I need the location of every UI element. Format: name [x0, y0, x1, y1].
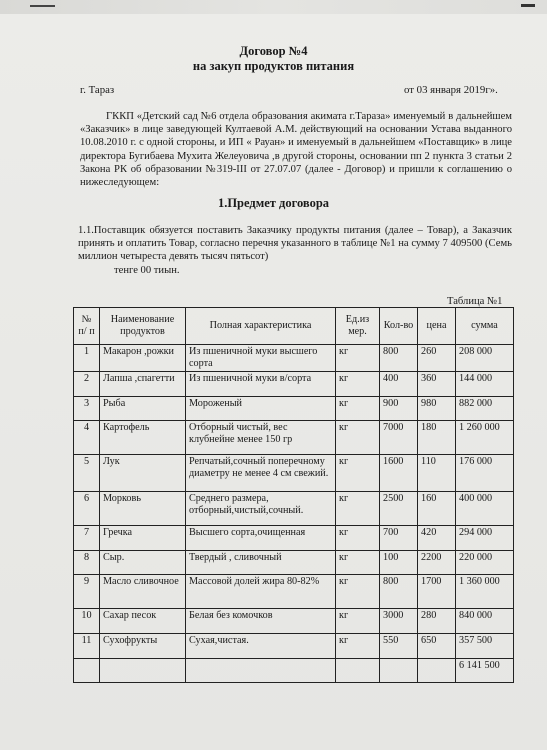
- cell-desc: Среднего размера, отборный,чистый,сочный.: [186, 492, 336, 526]
- header-price: цена: [418, 308, 456, 345]
- clause-1-1: [78, 224, 512, 277]
- intro-paragraph: ГККП «Детский сад №6 отдела образования акимата г.Тараза» именуемый в дальнейшем «Заказчик» в лице заведующей Култаевой А.М. действующий на основании Устава выданного 10.08.2010 г. с одной стороны, и ИП « Рауан» и именуемый в дальнейшем «Поставщик» в лице директора Бугибаева Мухита Желеуовича ,в другой стороны, основании пп 2 пункта 3 статьи 2 Закона РК об образовании №319-III от 27.07.07 (далее - Договор) и пришли к соглашению о нижеследующем:: [80, 111, 512, 189]
- cell-sum: 294 000: [456, 526, 514, 551]
- cell-empty: [336, 658, 380, 683]
- cell-name: Макарон ,рожки: [100, 345, 186, 372]
- cell-unit: кг: [336, 345, 380, 372]
- cell-name: Картофель: [100, 421, 186, 455]
- cell-empty: [418, 658, 456, 683]
- cell-unit: кг: [336, 492, 380, 526]
- cell-unit: кг: [336, 609, 380, 634]
- table-row: [74, 575, 514, 609]
- cell-price: 280: [418, 609, 456, 634]
- scan-mark: [521, 4, 535, 7]
- cell-desc: Высшего сорта,очищенная: [186, 526, 336, 551]
- cell-no: 3: [74, 396, 100, 421]
- table-label: Таблица №1: [447, 296, 503, 307]
- cell-qty: 400: [380, 372, 418, 397]
- cell-desc: Из пшеничной муки в/сорта: [186, 372, 336, 397]
- cell-unit: кг: [336, 526, 380, 551]
- cell-desc: Белая без комочков: [186, 609, 336, 634]
- contract-title: Договор №4: [239, 44, 308, 58]
- cell-empty: [380, 658, 418, 683]
- cell-price: 110: [418, 455, 456, 492]
- header-unit: Ед.из мер.: [336, 308, 380, 345]
- header-name: Наименование продуктов: [100, 308, 186, 345]
- cell-sum: 144 000: [456, 372, 514, 397]
- cell-price: 260: [418, 345, 456, 372]
- table-row: [74, 609, 514, 634]
- cell-qty: 800: [380, 345, 418, 372]
- cell-price: 360: [418, 372, 456, 397]
- cell-name: Масло сливочное: [100, 575, 186, 609]
- cell-no: 1: [74, 345, 100, 372]
- cell-qty: 1600: [380, 455, 418, 492]
- cell-no: 11: [74, 633, 100, 658]
- header-qty: Кол-во: [380, 308, 418, 345]
- cell-qty: 700: [380, 526, 418, 551]
- scan-mark: [30, 5, 55, 7]
- cell-desc: Мороженый: [186, 396, 336, 421]
- scan-top-edge: [0, 0, 547, 14]
- contract-date: от 03 января 2019г».: [404, 84, 498, 96]
- cell-no: 8: [74, 550, 100, 575]
- cell-name: Морковь: [100, 492, 186, 526]
- cell-price: 420: [418, 526, 456, 551]
- header-no: № п/ п: [74, 308, 100, 345]
- table-row: [74, 372, 514, 397]
- cell-qty: 900: [380, 396, 418, 421]
- section-title: 1.Предмет договора: [217, 196, 330, 210]
- cell-desc: Репчатый,сочный поперечному диаметру не менее 4 см свежий.: [186, 455, 336, 492]
- table-row: [74, 455, 514, 492]
- clause-1-1-text: 1.1.Поставщик обязуется поставить Заказчику продукты питания (далее – Товар), а Заказчик принять и оплатить Товар, согласно перечня указанного в таблице №1 на сумму 7 409500 (Семь миллион четыреста девять тысяч пятьсот): [78, 225, 512, 263]
- contract-subtitle: на закуп продуктов питания: [192, 59, 355, 73]
- table-row: [74, 345, 514, 372]
- cell-name: Лапша ,спагетти: [100, 372, 186, 397]
- cell-qty: 550: [380, 633, 418, 658]
- cell-desc: Сухая,чистая.: [186, 633, 336, 658]
- cell-unit: кг: [336, 633, 380, 658]
- cell-empty: [74, 658, 100, 683]
- cell-qty: 800: [380, 575, 418, 609]
- cell-desc: Из пшеничной муки высшего сорта: [186, 345, 336, 372]
- table-row: [74, 550, 514, 575]
- header-desc: Полная характеристика: [186, 308, 336, 345]
- contract-city: г. Тараз: [80, 84, 115, 96]
- cell-sum: 208 000: [456, 345, 514, 372]
- cell-no: 6: [74, 492, 100, 526]
- cell-no: 9: [74, 575, 100, 609]
- header-sum: сумма: [456, 308, 514, 345]
- cell-sum: 882 000: [456, 396, 514, 421]
- cell-qty: 100: [380, 550, 418, 575]
- cell-price: 980: [418, 396, 456, 421]
- cell-price: 2200: [418, 550, 456, 575]
- cell-sum: 220 000: [456, 550, 514, 575]
- cell-name: Сахар песок: [100, 609, 186, 634]
- cell-desc: Массовой долей жира 80-82%: [186, 575, 336, 609]
- cell-no: 5: [74, 455, 100, 492]
- cell-sum: 400 000: [456, 492, 514, 526]
- cell-name: Рыба: [100, 396, 186, 421]
- cell-no: 2: [74, 372, 100, 397]
- cell-name: Лук: [100, 455, 186, 492]
- cell-unit: кг: [336, 550, 380, 575]
- cell-price: 160: [418, 492, 456, 526]
- table-header-row: [74, 308, 514, 345]
- cell-sum: 1 360 000: [456, 575, 514, 609]
- cell-unit: кг: [336, 455, 380, 492]
- cell-unit: кг: [336, 575, 380, 609]
- cell-qty: 3000: [380, 609, 418, 634]
- cell-desc: Твердый , сливочный: [186, 550, 336, 575]
- cell-empty: [186, 658, 336, 683]
- table-row: [74, 396, 514, 421]
- table-row: [74, 633, 514, 658]
- cell-empty: [100, 658, 186, 683]
- cell-no: 10: [74, 609, 100, 634]
- cell-qty: 2500: [380, 492, 418, 526]
- cell-no: 7: [74, 526, 100, 551]
- goods-table: [73, 307, 514, 683]
- cell-price: 1700: [418, 575, 456, 609]
- cell-name: Сыр.: [100, 550, 186, 575]
- cell-price: 180: [418, 421, 456, 455]
- cell-name: Гречка: [100, 526, 186, 551]
- table-total-row: [74, 658, 514, 683]
- cell-name: Сухофрукты: [100, 633, 186, 658]
- clause-1-1-tail: тенге 00 тиын.: [114, 264, 180, 276]
- table-row: [74, 421, 514, 455]
- cell-total: 6 141 500: [456, 658, 514, 683]
- cell-qty: 7000: [380, 421, 418, 455]
- cell-unit: кг: [336, 372, 380, 397]
- cell-unit: кг: [336, 421, 380, 455]
- cell-sum: 840 000: [456, 609, 514, 634]
- cell-sum: 357 500: [456, 633, 514, 658]
- cell-unit: кг: [336, 396, 380, 421]
- cell-price: 650: [418, 633, 456, 658]
- table-row: [74, 492, 514, 526]
- cell-sum: 1 260 000: [456, 421, 514, 455]
- table-row: [74, 526, 514, 551]
- cell-no: 4: [74, 421, 100, 455]
- cell-sum: 176 000: [456, 455, 514, 492]
- cell-desc: Отборный чистый, вес клубнейне менее 150 гр: [186, 421, 336, 455]
